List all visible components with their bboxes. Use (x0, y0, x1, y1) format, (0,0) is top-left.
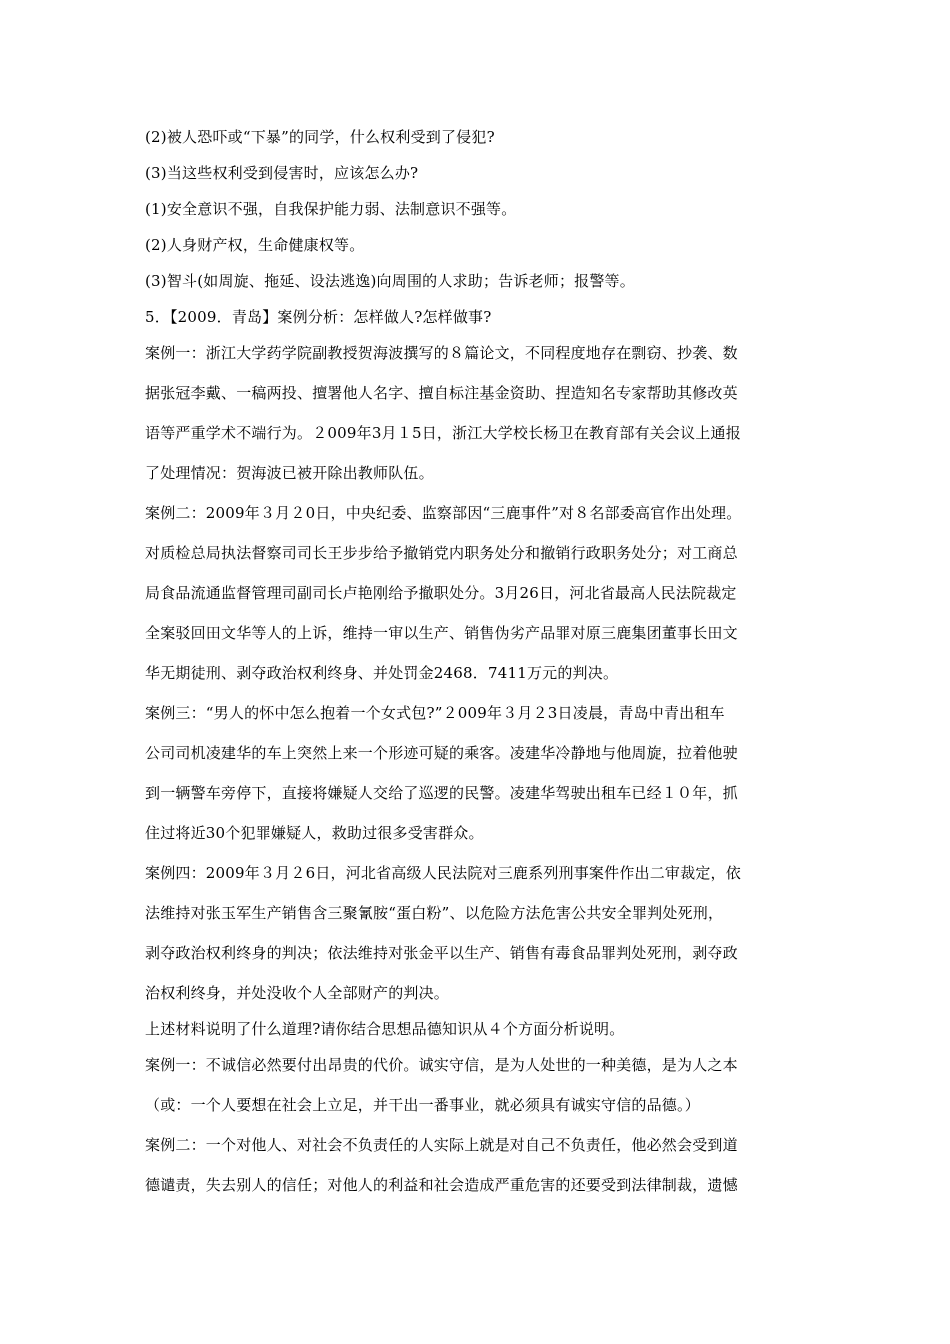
text-line: 案例一：不诚信必然要付出昂贵的代价。诚实守信，是为人处世的一种美德，是为人之本 (145, 1056, 738, 1074)
text-line: 华无期徒刑、剥夺政治权利终身、并处罚金2468．7411万元的判决。 (145, 664, 619, 682)
text-line: 了处理情况：贺海波已被开除出教师队伍。 (145, 464, 434, 482)
text-line: 对质检总局执法督察司司长王步步给予撤销党内职务处分和撤销行政职务处分；对工商总 (145, 544, 738, 562)
text-line: 案例四：2009年３月２6日，河北省高级人民法院对三鹿系列刑事案件作出二审裁定，依 (145, 864, 741, 882)
text-line: 案例二：2009年３月２0日，中央纪委、监察部因“三鹿事件”对８名部委高官作出处理。 (145, 504, 742, 522)
text-line: 治权利终身，并处没收个人全部财产的判决。 (145, 984, 450, 1002)
text-line: 案例三：“男人的怀中怎么抱着一个女式包?”２009年３月２3日凌晨，青岛中青出租车 (145, 704, 725, 722)
text-line: (3)当这些权利受到侵害时，应该怎么办? (145, 164, 419, 182)
text-line: (1)安全意识不强，自我保护能力弱、法制意识不强等。 (145, 200, 517, 218)
text-line: 据张冠李戴、一稿两投、擅署他人名字、擅自标注基金资助、捏造知名专家帮助其修改英 (145, 384, 738, 402)
text-line: 案例一：浙江大学药学院副教授贺海波撰写的８篇论文，不同程度地存在剽窃、抄袭、数 (145, 344, 738, 362)
text-line: 局食品流通监督管理司副司长卢艳刚给予撤职处分。3月26日，河北省最高人民法院裁定 (145, 584, 737, 602)
text-line: 法维持对张玉军生产销售含三聚氰胺“蛋白粉”、以危险方法危害公共安全罪判处死刑， (145, 904, 724, 922)
text-line: 公司司机凌建华的车上突然上来一个形迹可疑的乘客。凌建华冷静地与他周旋，拉着他驶 (145, 744, 738, 762)
text-line: 到一辆警车旁停下，直接将嫌疑人交给了巡逻的民警。凌建华驾驶出租车已经１０年，抓 (145, 784, 738, 802)
question-heading: 5．【2009．青岛】案例分析：怎样做人?怎样做事? (145, 308, 492, 326)
text-line: 德谴责，失去别人的信任；对他人的利益和社会造成严重危害的还要受到法律制裁，遗憾 (145, 1176, 738, 1194)
text-line: 住过将近30个犯罪嫌疑人，救助过很多受害群众。 (145, 824, 484, 842)
text-line: 上述材料说明了什么道理?请你结合思想品德知识从４个方面分析说明。 (145, 1020, 625, 1038)
text-line: (3)智斗(如周旋、拖延、设法逃逸)向周围的人求助；告诉老师；报警等。 (145, 272, 635, 290)
text-line: （或：一个人要想在社会上立足，并干出一番事业，就必须具有诚实守信的品德。） (145, 1096, 700, 1114)
text-line: 剥夺政治权利终身的判决；依法维持对张金平以生产、销售有毒食品罪判处死刑，剥夺政 (145, 944, 738, 962)
text-line: 全案驳回田文华等人的上诉，维持一审以生产、销售伪劣产品罪对原三鹿集团董事长田文 (145, 624, 738, 642)
text-line: (2)人身财产权，生命健康权等。 (145, 236, 365, 254)
text-line: 案例二：一个对他人、对社会不负责任的人实际上就是对自己不负责任，他必然会受到道 (145, 1136, 738, 1154)
text-line: (2)被人恐吓或“下暴”的同学，什么权利受到了侵犯? (145, 128, 495, 146)
text-line: 语等严重学术不端行为。２009年3月１5日，浙江大学校长杨卫在教育部有关会议上通报 (145, 424, 741, 442)
